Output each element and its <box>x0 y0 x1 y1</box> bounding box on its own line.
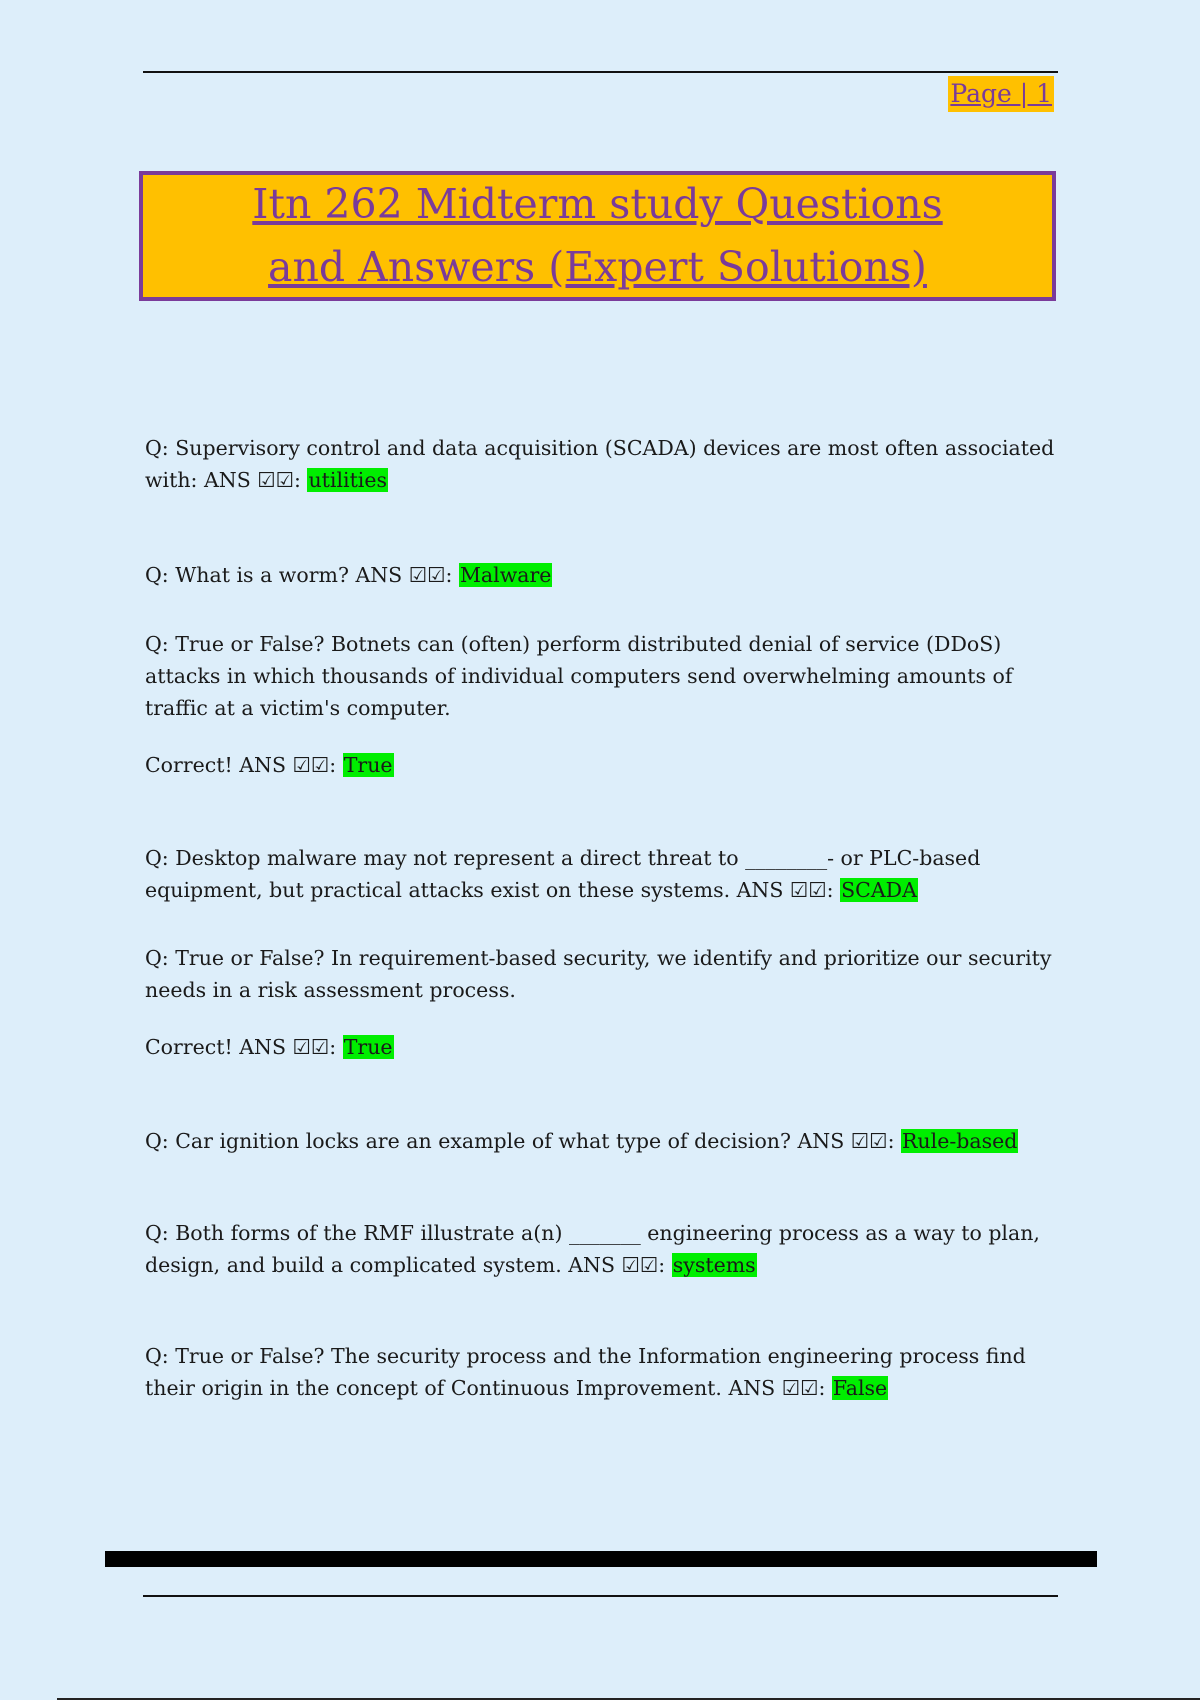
qa-item <box>145 1125 1055 1157</box>
answer-highlight: True <box>343 1035 393 1059</box>
qa-item <box>145 942 1055 1006</box>
answer-highlight: False <box>832 1376 888 1400</box>
qa-item <box>145 749 1055 781</box>
question-text: Correct! ANS ☑☑: <box>145 1035 343 1059</box>
question-text: Q: What is a worm? ANS ☑☑: <box>145 563 459 587</box>
qa-item <box>145 1340 1055 1404</box>
qa-item <box>145 1031 1055 1063</box>
answer-highlight: Malware <box>459 563 552 587</box>
question-text: Q: True or False? The security process and the Information engineering process find their origin in the concept of Continuous Improvement. ANS ☑☑: <box>145 1344 1026 1400</box>
answer-highlight: Rule-based <box>902 1129 1018 1153</box>
question-text: Correct! ANS ☑☑: <box>145 753 343 777</box>
footer-rule <box>143 1595 1058 1597</box>
answer-highlight: SCADA <box>841 878 917 902</box>
footer-thick-rule <box>105 1551 1097 1567</box>
question-text: Q: True or False? Botnets can (often) perform distributed denial of service (DDoS) attacks in which thousands of individual computers send overwhelming amounts of traffic at a victim's computer. <box>145 632 1013 720</box>
question-text: Q: True or False? In requirement-based security, we identify and prioritize our security needs in a risk assessment process. <box>145 946 1052 1002</box>
answer-highlight: utilities <box>308 468 388 492</box>
qa-item <box>145 559 1055 591</box>
question-text: Q: Car ignition locks are an example of what type of decision? ANS ☑☑: <box>145 1129 901 1153</box>
qa-item <box>145 432 1055 496</box>
qa-item <box>145 842 1055 906</box>
top-rule <box>143 71 1058 73</box>
answer-highlight: True <box>343 753 393 777</box>
title-box <box>139 171 1056 301</box>
qa-item <box>145 628 1055 724</box>
page-number-label: Page | 1 <box>948 76 1054 112</box>
question-text: Q: Desktop malware may not represent a direct threat to ________- or PLC-based equipment, but practical attacks exist on these systems. ANS ☑☑: <box>145 846 981 902</box>
answer-highlight: systems <box>672 1253 756 1277</box>
question-text: Q: Both forms of the RMF illustrate a(n) _______ engineering process as a way to plan, design, and build a complicated system. ANS ☑☑: <box>145 1221 1040 1277</box>
qa-item <box>145 1217 1055 1281</box>
question-text: Q: Supervisory control and data acquisition (SCADA) devices are most often associated with: ANS ☑☑: <box>145 436 1055 492</box>
document-title: Itn 262 Midterm study Questions and Answers (Expert Solutions) <box>252 180 943 291</box>
